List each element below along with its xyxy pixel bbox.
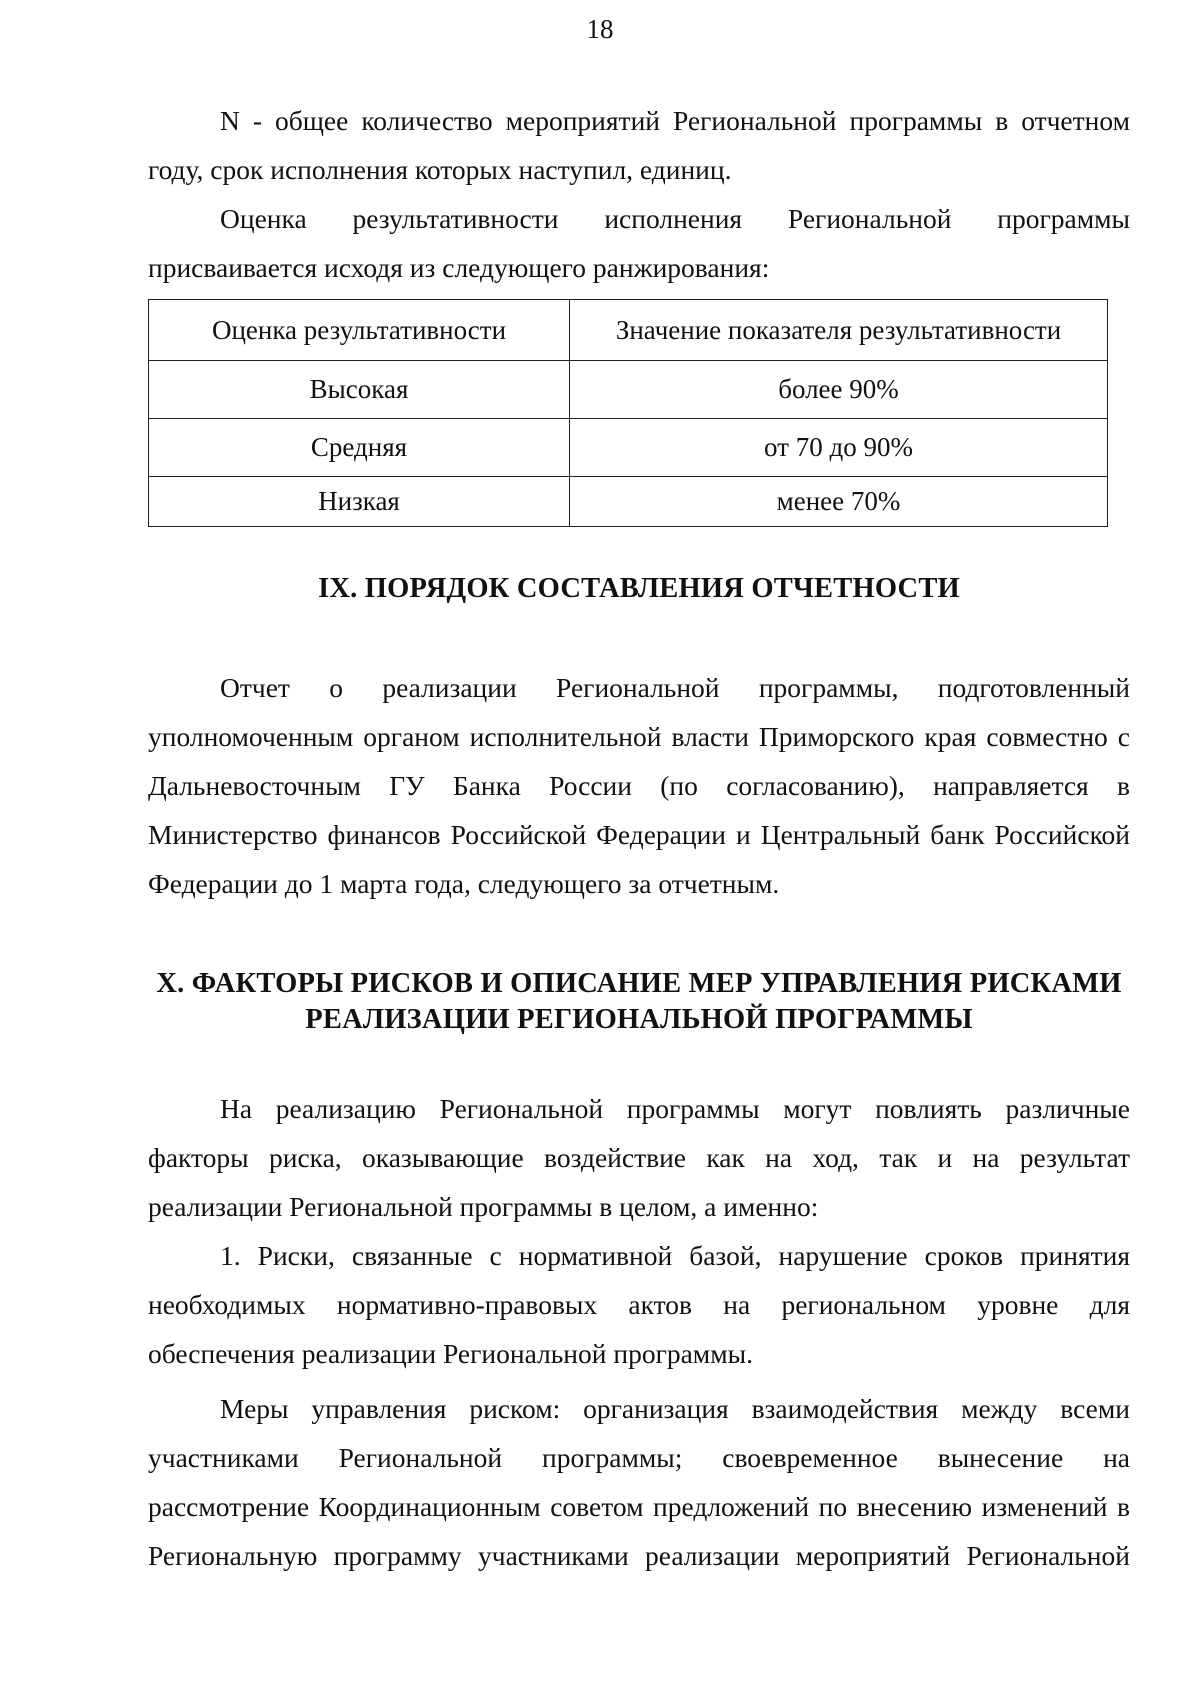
section-10-paragraph-3: Меры управления риском: организация взаимодействия между всеми участниками Региональной программы; своевременное вынесение на рассмотрение Координационным советом предложений по внесению изменений в Региональную программу участниками реализации мероприятий Региональной xyxy=(148,1393,1130,1571)
intro-paragraph-2: Оценка результативности исполнения Региональной программы присваивается исходя из следующего ранжирования: xyxy=(148,203,1130,283)
page-number: 18 xyxy=(586,14,614,44)
section-10-paragraph-2: 1. Риски, связанные с нормативной базой, нарушение сроков принятия необходимых нормативно-правовых актов на региональном уровне для обеспечения реализации Региональной программы. xyxy=(148,1240,1130,1369)
section-9-heading: IX. ПОРЯДОК СОСТАВЛЕНИЯ ОТЧЕТНОСТИ xyxy=(318,573,960,604)
table-cell-value: от 70 до 90% xyxy=(570,419,1108,477)
table-header-cell: Оценка результативности xyxy=(149,300,570,361)
table-row xyxy=(149,361,1108,419)
intro-paragraph-1: N - общее количество мероприятий Региональной программы в отчетном году, срок исполнения которых наступил, единиц. xyxy=(148,105,1130,185)
table-header-row xyxy=(149,300,1108,361)
section-10-heading-line-2: РЕАЛИЗАЦИИ РЕГИОНАЛЬНОЙ ПРОГРАММЫ xyxy=(305,1004,973,1035)
section-9-paragraph: Отчет о реализации Региональной программы, подготовленный уполномоченным органом исполнительной власти Приморского края совместно с Дальневосточным ГУ Банка России (по согласованию), направляется в Министерство финансов Российской Федерации и Центральный банк Российской Федерации до 1 марта года, следующего за отчетным. xyxy=(148,672,1130,899)
document-body xyxy=(148,96,1130,1580)
table-cell-value: менее 70% xyxy=(570,477,1108,527)
table-cell-rating: Высокая xyxy=(149,361,570,419)
section-10-paragraph-1: На реализацию Региональной программы могут повлиять различные факторы риска, оказывающие воздействие как на ход, так и на результат реализации Региональной программы в целом, а именно: xyxy=(148,1093,1130,1222)
table-cell-value: более 90% xyxy=(570,361,1108,419)
section-10-heading-line-1: X. ФАКТОРЫ РИСКОВ И ОПИСАНИЕ МЕР УПРАВЛЕНИЯ РИСКАМИ xyxy=(156,968,1122,999)
table-cell-rating: Средняя xyxy=(149,419,570,477)
section-10-heading xyxy=(148,966,1130,1038)
table-cell-rating: Низкая xyxy=(149,477,570,527)
ranking-table xyxy=(148,299,1108,527)
table-row xyxy=(149,419,1108,477)
table-header-cell: Значение показателя результативности xyxy=(570,300,1108,361)
table-row xyxy=(149,477,1108,527)
